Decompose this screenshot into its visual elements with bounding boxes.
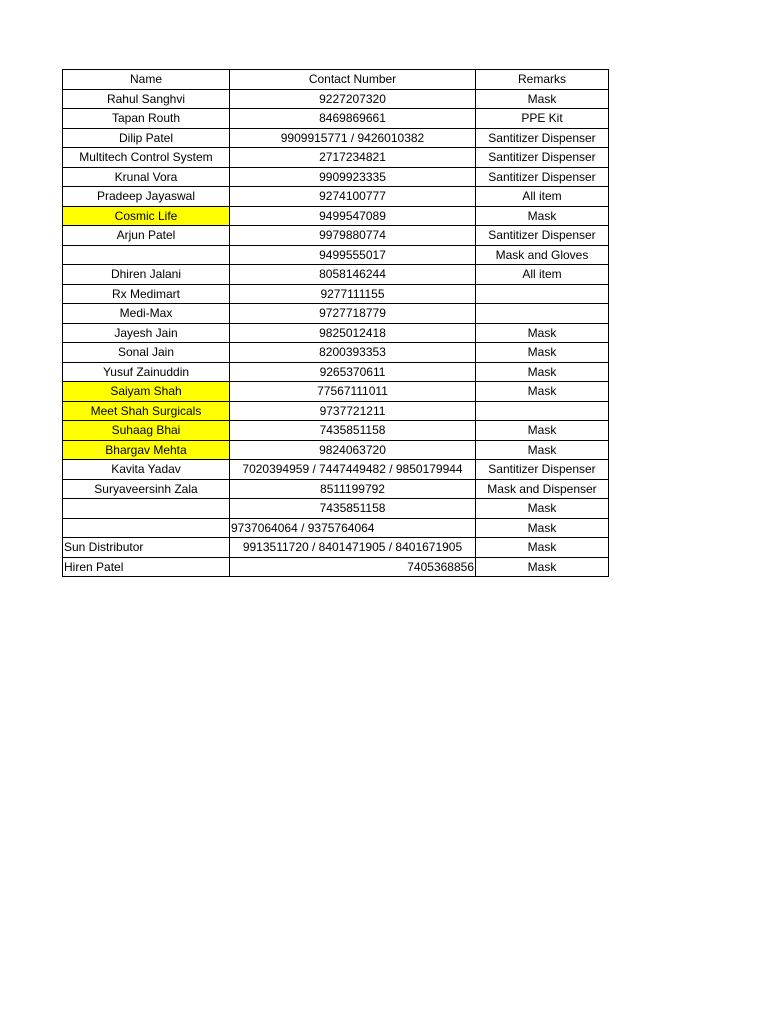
table-row xyxy=(63,109,609,129)
remarks-cell[interactable]: Mask xyxy=(476,89,609,109)
contact-cell[interactable]: 2717234821 xyxy=(230,148,476,168)
table-row xyxy=(63,148,609,168)
remarks-cell[interactable]: Mask xyxy=(476,206,609,226)
table-row xyxy=(63,421,609,441)
remarks-cell[interactable]: Mask xyxy=(476,538,609,558)
contact-cell[interactable]: 8200393353 xyxy=(230,343,476,363)
name-cell[interactable]: Arjun Patel xyxy=(63,226,230,246)
contact-cell[interactable]: 9727718779 xyxy=(230,304,476,324)
name-cell[interactable]: Bhargav Mehta xyxy=(63,440,230,460)
name-cell[interactable]: Medi-Max xyxy=(63,304,230,324)
table-row xyxy=(63,284,609,304)
table-row xyxy=(63,167,609,187)
table-row xyxy=(63,538,609,558)
contact-cell[interactable]: 9227207320 xyxy=(230,89,476,109)
contact-cell[interactable]: 77567111011 xyxy=(230,382,476,402)
remarks-cell[interactable]: Santitizer Dispenser xyxy=(476,226,609,246)
remarks-cell[interactable]: Santitizer Dispenser xyxy=(476,460,609,480)
contact-cell[interactable]: 9913511720 / 8401471905 / 8401671905 xyxy=(230,538,476,558)
contact-cell[interactable]: 9737721211 xyxy=(230,401,476,421)
remarks-cell[interactable]: Mask xyxy=(476,382,609,402)
name-cell[interactable]: Suryaveersinh Zala xyxy=(63,479,230,499)
name-cell[interactable]: Sonal Jain xyxy=(63,343,230,363)
table-row xyxy=(63,323,609,343)
name-cell[interactable]: Jayesh Jain xyxy=(63,323,230,343)
name-cell[interactable]: Rx Medimart xyxy=(63,284,230,304)
remarks-cell[interactable]: Santitizer Dispenser xyxy=(476,167,609,187)
remarks-cell[interactable]: All item xyxy=(476,265,609,285)
table-row xyxy=(63,265,609,285)
contact-cell[interactable]: 7020394959 / 7447449482 / 9850179944 xyxy=(230,460,476,480)
remarks-cell[interactable]: Mask and Gloves xyxy=(476,245,609,265)
remarks-cell[interactable]: Mask xyxy=(476,421,609,441)
table-row xyxy=(63,128,609,148)
header-contact-number[interactable]: Contact Number xyxy=(230,70,476,90)
contact-cell[interactable]: 9979880774 xyxy=(230,226,476,246)
table-row xyxy=(63,479,609,499)
remarks-cell[interactable]: Mask xyxy=(476,557,609,577)
contact-table xyxy=(62,69,609,577)
table-row xyxy=(63,343,609,363)
table-row xyxy=(63,557,609,577)
table-row xyxy=(63,518,609,538)
remarks-cell[interactable]: Santitizer Dispenser xyxy=(476,148,609,168)
name-cell[interactable]: Hiren Patel xyxy=(63,557,230,577)
name-cell[interactable]: Pradeep Jayaswal xyxy=(63,187,230,207)
header-name[interactable]: Name xyxy=(63,70,230,90)
name-cell[interactable]: Dilip Patel xyxy=(63,128,230,148)
remarks-cell[interactable]: Mask and Dispenser xyxy=(476,479,609,499)
contact-cell[interactable]: 8469869661 xyxy=(230,109,476,129)
table-row xyxy=(63,440,609,460)
name-cell[interactable] xyxy=(63,499,230,519)
header-remarks[interactable]: Remarks xyxy=(476,70,609,90)
contact-cell[interactable]: 9499555017 xyxy=(230,245,476,265)
contact-cell[interactable]: 9737064064 / 9375764064 xyxy=(230,518,476,538)
remarks-cell[interactable] xyxy=(476,304,609,324)
contact-cell[interactable]: 8511199792 xyxy=(230,479,476,499)
table-row xyxy=(63,401,609,421)
name-cell[interactable]: Dhiren Jalani xyxy=(63,265,230,285)
name-cell[interactable]: Tapan Routh xyxy=(63,109,230,129)
name-cell[interactable]: Suhaag Bhai xyxy=(63,421,230,441)
remarks-cell[interactable]: Mask xyxy=(476,362,609,382)
table-row xyxy=(63,226,609,246)
name-cell[interactable]: Multitech Control System xyxy=(63,148,230,168)
contact-cell[interactable]: 9265370611 xyxy=(230,362,476,382)
table-row xyxy=(63,245,609,265)
contact-cell[interactable]: 7435851158 xyxy=(230,499,476,519)
name-cell[interactable] xyxy=(63,245,230,265)
name-cell[interactable]: Krunal Vora xyxy=(63,167,230,187)
contact-cell[interactable]: 9824063720 xyxy=(230,440,476,460)
table-row xyxy=(63,499,609,519)
table-row xyxy=(63,362,609,382)
name-cell[interactable]: Saiyam Shah xyxy=(63,382,230,402)
table-row xyxy=(63,187,609,207)
remarks-cell[interactable]: Mask xyxy=(476,323,609,343)
name-cell[interactable]: Sun Distributor xyxy=(63,538,230,558)
name-cell[interactable]: Meet Shah Surgicals xyxy=(63,401,230,421)
name-cell[interactable] xyxy=(63,518,230,538)
remarks-cell[interactable]: Mask xyxy=(476,343,609,363)
contact-cell[interactable]: 8058146244 xyxy=(230,265,476,285)
remarks-cell[interactable]: All item xyxy=(476,187,609,207)
table-row xyxy=(63,304,609,324)
remarks-cell[interactable]: Mask xyxy=(476,518,609,538)
remarks-cell[interactable]: Mask xyxy=(476,440,609,460)
remarks-cell[interactable] xyxy=(476,401,609,421)
header-row xyxy=(63,70,609,90)
contact-cell[interactable]: 9909915771 / 9426010382 xyxy=(230,128,476,148)
table-row xyxy=(63,206,609,226)
name-cell[interactable]: Yusuf Zainuddin xyxy=(63,362,230,382)
contact-cell[interactable]: 9277111155 xyxy=(230,284,476,304)
name-cell[interactable]: Rahul Sanghvi xyxy=(63,89,230,109)
contact-cell[interactable]: 9274100777 xyxy=(230,187,476,207)
remarks-cell[interactable]: Santitizer Dispenser xyxy=(476,128,609,148)
contact-cell[interactable]: 7435851158 xyxy=(230,421,476,441)
remarks-cell[interactable] xyxy=(476,284,609,304)
contact-cell[interactable]: 7405368856 xyxy=(230,557,476,577)
remarks-cell[interactable]: Mask xyxy=(476,499,609,519)
name-cell[interactable]: Cosmic Life xyxy=(63,206,230,226)
table-row xyxy=(63,89,609,109)
remarks-cell[interactable]: PPE Kit xyxy=(476,109,609,129)
table-row xyxy=(63,460,609,480)
table-body xyxy=(63,89,609,577)
name-cell[interactable]: Kavita Yadav xyxy=(63,460,230,480)
contact-cell[interactable]: 9909923335 xyxy=(230,167,476,187)
contact-cell[interactable]: 9825012418 xyxy=(230,323,476,343)
table-row xyxy=(63,382,609,402)
contact-cell[interactable]: 9499547089 xyxy=(230,206,476,226)
